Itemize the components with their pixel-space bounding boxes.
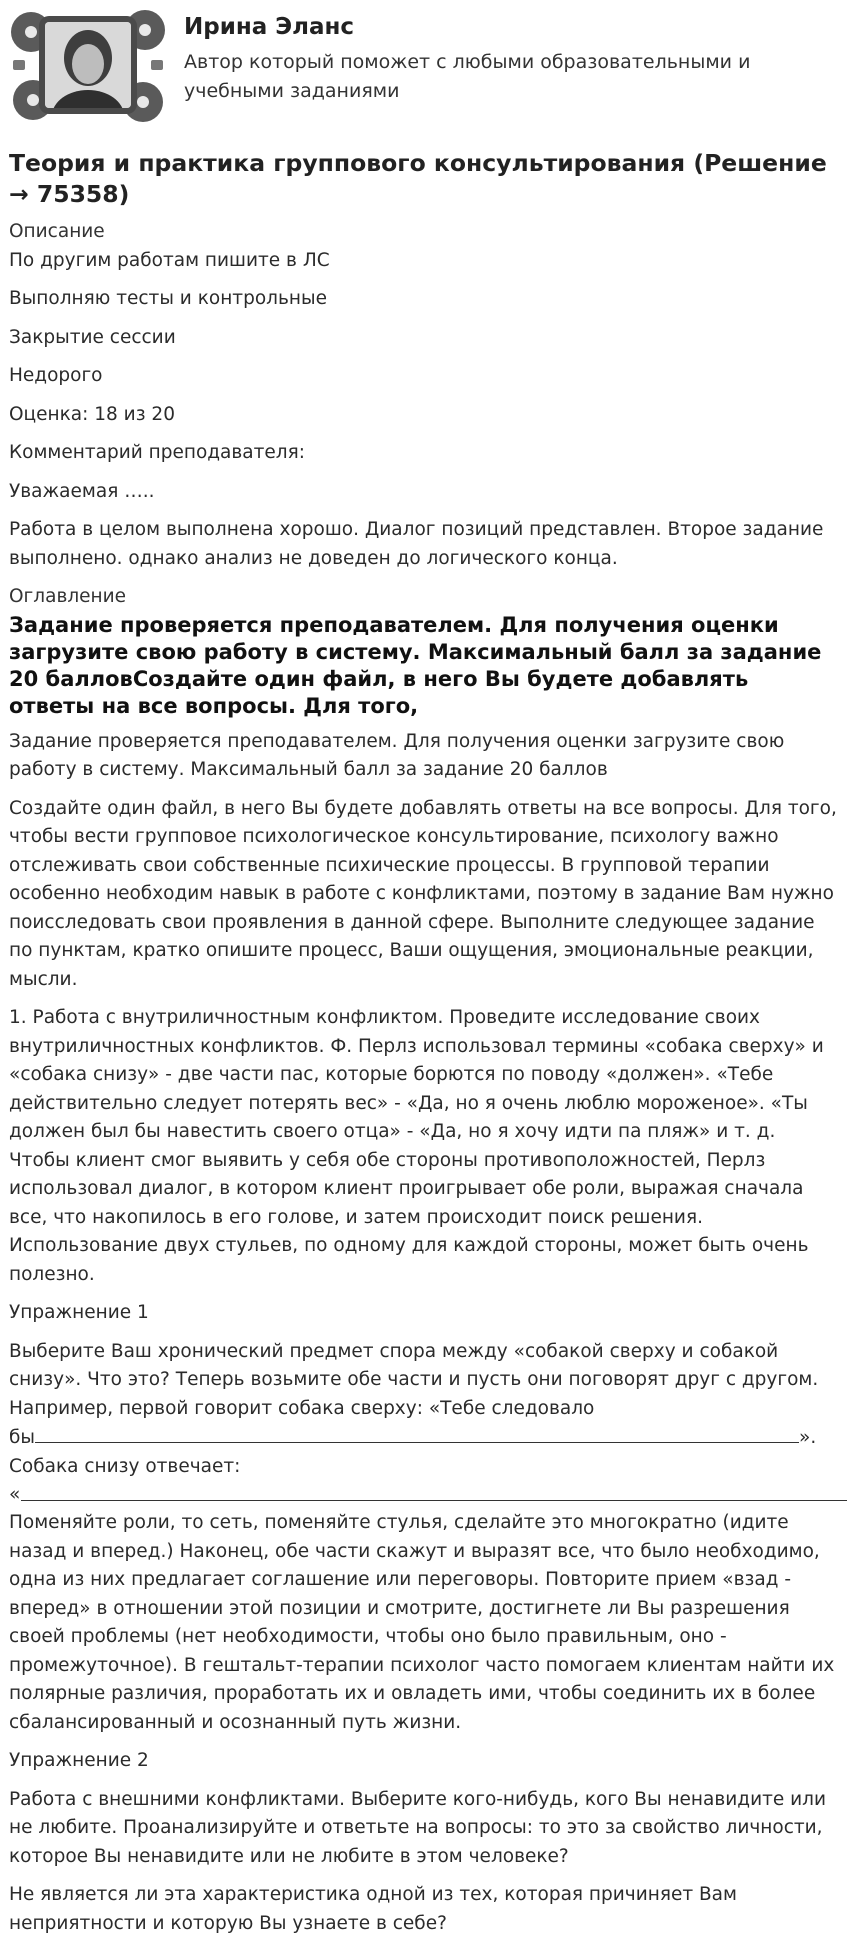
exercise-2-text: Работа с внешними конфликтами. Выберите кого-нибудь, кого Вы ненавидите или не любите. Проанализируйте и ответьте на вопросы: то это за свойство личности, которое Вы ненавидите или не любите в этом человеке? bbox=[9, 1788, 827, 1867]
contents-heading: Задание проверяется преподавателем. Для получения оценки загрузите свою работу в систему. Максимальный балл за задание 20 балловСоздайте один файл, в него Вы будете добавлять ответы на все вопросы. Для того, bbox=[9, 612, 822, 718]
answer-blank bbox=[35, 1423, 799, 1443]
teacher-comment-text: Работа в целом выполнена хорошо. Диалог позиций представлен. Второе задание выполнено. однако анализ не доведен до логического конца. bbox=[9, 519, 824, 569]
author-avatar[interactable] bbox=[9, 4, 167, 126]
contents-label: Оглавление bbox=[9, 586, 127, 607]
description-line: Выполняю тесты и контрольные bbox=[9, 288, 327, 309]
exercise-1-instructions: Поменяйте роли, то сеть, поменяйте стулья, сделайте это многократно (идите назад и вперед.) Наконец, обе части скажут и выразят все, что было необходимо, одна из них предлагает соглашение или переговоры. Повторите прием «взад - вперед» в отношении этой позиции и смотрите, достигнете ли Вы разрешения своей проблемы (нет необходимости, чтобы оно было правильным, оно - промежуточное). В гештальт-терапии психолог часто помогаем клиентам найти их полярные различия, проработать их и овладеть ими, чтобы соединить их в более сбалансированный и осознанный путь жизни. bbox=[9, 1512, 835, 1733]
description-line: Недорого bbox=[9, 365, 103, 386]
work-title: Теория и практика группового консультирования (Решение → 75358) bbox=[9, 149, 827, 208]
task-description: Создайте один файл, в него Вы будете добавлять ответы на все вопросы. Для того, чтобы вести групповое психологическое консультирование, психологу важно отслеживать свои собственные психические процессы. В групповой терапии особенно необходим навык в работе с конфликтами, поэтому в задание Вам нужно поисследовать свои проявления в данной сфере. Выполните следующее задание по пунктам, кратко опишите процесс, Ваши ощущения, эмоциональные реакции, мысли. bbox=[9, 797, 837, 990]
author-card bbox=[9, 0, 838, 145]
exercise-1-blank-suffix: ». bbox=[799, 1427, 817, 1448]
exercise-2-label: Упражнение 2 bbox=[9, 1750, 149, 1771]
exercise-2-question: Не является ли эта характеристика одной из тех, которая причиняет Вам неприятности и которую Вы узнаете в себе? bbox=[9, 1884, 737, 1934]
exercise-1-label: Упражнение 1 bbox=[9, 1302, 149, 1323]
description-line: Закрытие сессии bbox=[9, 326, 176, 348]
description-line: По другим работам пишите в ЛС bbox=[9, 249, 330, 271]
author-name[interactable]: Ирина Эланс bbox=[184, 14, 355, 40]
answer-rule bbox=[21, 1500, 847, 1501]
exercise-1-reply: Собака снизу отвечает: bbox=[9, 1455, 241, 1477]
exercise-1-prompt: Выберите Ваш хронический предмет спора между «собакой сверху и собакой снизу». Что это? Теперь возьмите обе части и пусть они поговорят друг с другом. Например, первой говорит собака сверху: «Тебе следовало bbox=[9, 1340, 819, 1419]
grade-line: Оценка: 18 из 20 bbox=[9, 403, 175, 425]
author-description: Автор который поможет с любыми образовательными и учебными заданиями bbox=[184, 51, 751, 102]
quote-open: « bbox=[9, 1484, 21, 1505]
task-intro: Задание проверяется преподавателем. Для получения оценки загрузите свою работу в систему. Максимальный балл за задание 20 баллов bbox=[9, 730, 785, 780]
teacher-comment-greeting: Уважаемая ….. bbox=[9, 480, 155, 502]
exercise-1-blank-prefix: бы bbox=[9, 1427, 36, 1448]
task-item-1: 1. Работа с внутриличностным конфликтом. Проведите исследование своих внутриличностных конфликтов. Ф. Перлз использовал термины «собака сверху» и «собака снизу» - две части пас, которые борются по поводу «должен». «Тебе действительно следует потерять вес» - «Да, но я очень люблю мороженое». «Ты должен был бы навестить своего отца» - «Да, но я хочу идти па пляж» и т. д. Чтобы клиент смог выявить у себя обе стороны противоположностей, Перлз использовал диалог, в котором клиент проигрывает обе роли, выражая сначала все, что накопилось в его голове, и затем происходит поиск решения. Использование двух стульев, по одному для каждой стороны, может быть очень полезно. bbox=[9, 1007, 824, 1285]
answer-line bbox=[9, 1481, 838, 1509]
description-label: Описание bbox=[9, 221, 105, 242]
teacher-comment-label: Комментарий преподавателя: bbox=[9, 442, 305, 463]
exercise-1-text bbox=[9, 1338, 838, 1453]
